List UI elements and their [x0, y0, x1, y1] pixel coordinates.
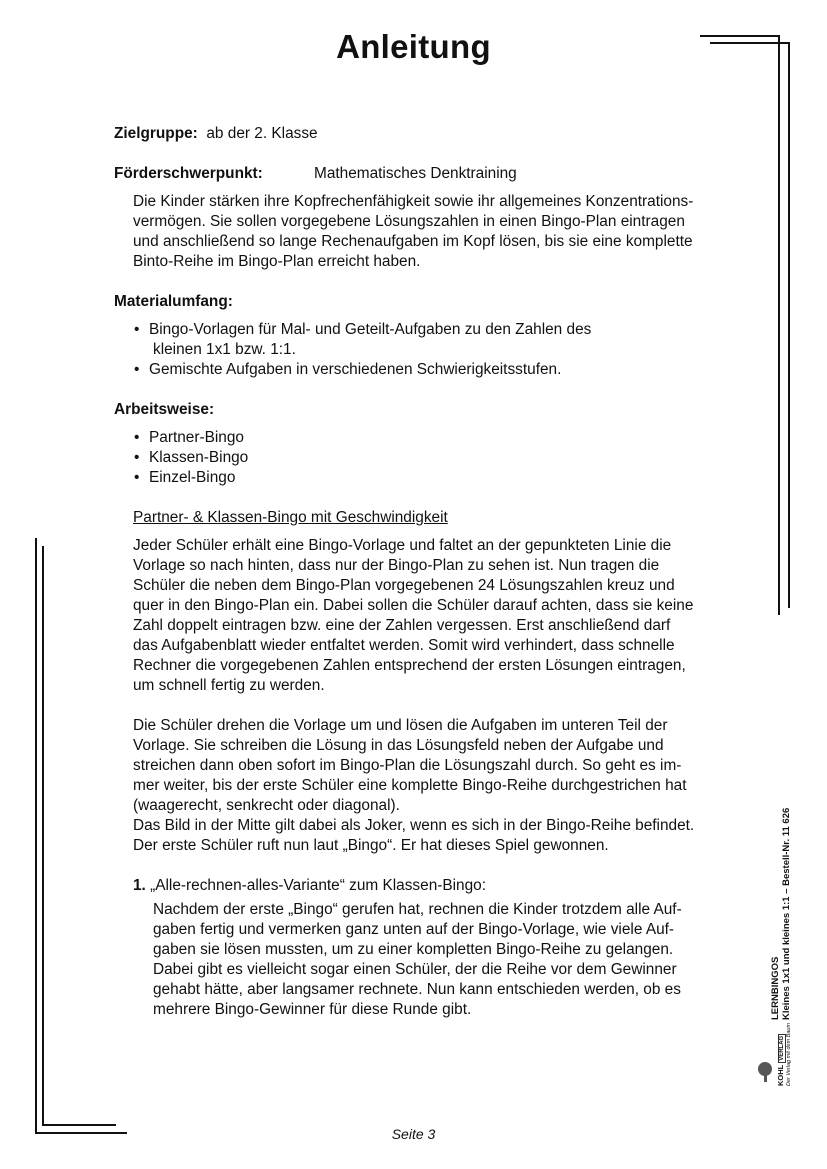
variant-number: 1.	[133, 877, 146, 894]
text-line: Die Schüler drehen die Vorlage um und lösen die Aufgaben im unteren Teil der	[133, 717, 668, 734]
bullet-icon: •	[134, 449, 140, 466]
text-line: streichen dann oben sofort im Bingo-Plan die Lösungszahl durch. So geht es im-	[133, 757, 682, 774]
text-line: gehabt hätte, aber langsamer rechnete. Nun kann entschieden werden, ob es	[153, 981, 681, 998]
text-line: vermögen. Sie sollen vorgegebene Lösungszahlen in einen Bingo-Plan eintragen	[133, 213, 685, 230]
list-item-text: Gemischte Aufgaben in verschiedenen Schwierigkeitsstufen.	[149, 361, 562, 378]
text-line: Dabei gibt es vielleicht sogar einen Schüler, der die Reihe vor dem Gewinner	[153, 961, 677, 978]
publisher-logo	[756, 1022, 796, 1090]
sidebar-product-info	[770, 808, 792, 1020]
bullet-icon: •	[134, 361, 140, 378]
target-group-value: ab der 2. Klasse	[206, 125, 318, 142]
list-item-text: Partner-Bingo	[149, 429, 244, 446]
target-group-row	[114, 124, 318, 144]
text-line: quer in den Bingo-Plan ein. Dabei sollen die Schüler darauf achten, dass sie keine	[133, 597, 694, 614]
text-line: Binto-Reihe im Bingo-Plan erreicht haben.	[133, 253, 421, 270]
frame-bottom-left-inner-v	[42, 546, 44, 1126]
text-line: mehrere Bingo-Gewinner für diese Runde gibt.	[153, 1001, 472, 1018]
text-line: Das Bild in der Mitte gilt dabei als Joker, wenn es sich in der Bingo-Reihe befindet.	[133, 817, 695, 834]
frame-top-right-outer-v	[778, 35, 780, 615]
text-line: Zahl doppelt eintragen bzw. eine der Zahlen vergessen. Erst anschließend darf	[133, 617, 671, 634]
list-item-continuation: kleinen 1x1 bzw. 1:1.	[153, 341, 296, 358]
bullet-icon: •	[134, 469, 140, 486]
tree-trunk-icon	[764, 1074, 767, 1082]
text-line: Vorlage. Sie schreiben die Lösung in das Lösungsfeld neben der Aufgabe und	[133, 737, 664, 754]
list-item-text: Bingo-Vorlagen für Mal- und Geteilt-Aufgaben zu den Zahlen des	[149, 321, 592, 338]
method-list	[134, 428, 249, 488]
text-line: mer weiter, bis der erste Schüler eine komplette Bingo-Reihe durchgestrichen hat	[133, 777, 687, 794]
list-item	[134, 428, 248, 448]
publisher-badge: VERLAG	[779, 1035, 785, 1061]
focus-label: Förderschwerpunkt:	[114, 165, 263, 182]
list-item	[134, 320, 592, 340]
variant-heading: „Alle-rechnen-alles-Variante“ zum Klassen-Bingo:	[150, 877, 487, 894]
text-line: gaben fertig und vermerken ganz unten auf der Bingo-Vorlage, wie viele Auf-	[153, 921, 675, 938]
method-label: Arbeitsweise:	[114, 401, 215, 418]
text-line: Vorlage so nach hinten, dass nur der Bingo-Plan zu sehen ist. Nun tragen die	[133, 557, 660, 574]
text-line: das Aufgabenblatt wieder entfaltet werden. Somit wird verhindert, dass schnelle	[133, 637, 675, 654]
target-group-label: Zielgruppe:	[114, 125, 198, 142]
sidebar-series: LERNBINGOS	[770, 956, 781, 1020]
list-item-text: Einzel-Bingo	[149, 469, 236, 486]
text-line: Rechner die vorgegebenen Zahlen entsprechend der ersten Lösungen eintragen,	[133, 657, 686, 674]
list-item	[134, 448, 249, 468]
page-title: Anleitung	[336, 28, 491, 65]
bullet-icon: •	[134, 429, 140, 446]
page-number: Seite 3	[391, 1126, 436, 1142]
material-label: Materialumfang:	[114, 293, 233, 310]
section-heading: Partner- & Klassen-Bingo mit Geschwindigkeit	[133, 509, 448, 526]
text-line: Die Kinder stärken ihre Kopfrechenfähigkeit sowie ihr allgemeines Konzentrations-	[133, 193, 694, 210]
text-line: (waagerecht, senkrecht oder diagonal).	[133, 797, 400, 814]
text-line: Nachdem der erste „Bingo“ gerufen hat, rechnen die Kinder trotzdem alle Auf-	[153, 901, 682, 918]
list-item	[134, 360, 591, 380]
publisher-tagline: Der Verlag mit dem Baum	[786, 1022, 792, 1086]
text-line: Jeder Schüler erhält eine Bingo-Vorlage und faltet an der gepunkteten Linie die	[133, 537, 672, 554]
text-line: gaben sie lösen mussten, um zu einer kompletten Bingo-Reihe zu gelangen.	[153, 941, 674, 958]
list-item	[134, 468, 248, 488]
bullet-icon: •	[134, 321, 140, 338]
text-line: Schüler die neben dem Bingo-Plan vorgegebenen 24 Lösungszahlen kreuz und	[133, 577, 675, 594]
focus-description	[133, 192, 693, 272]
variant-heading-row	[133, 876, 486, 896]
focus-value: Mathematisches Denktraining	[314, 165, 517, 182]
text-line: und anschließend so lange Rechenaufgaben im Kopf lösen, bis sie eine komplette	[133, 233, 693, 250]
frame-top-right-inner-v	[788, 42, 790, 608]
publisher-name: KOHL	[776, 1064, 785, 1086]
list-item-text: Klassen-Bingo	[149, 449, 249, 466]
paragraph-2	[133, 716, 694, 856]
frame-bottom-left-outer-v	[35, 538, 37, 1134]
variant-description	[153, 900, 682, 1020]
paragraph-1	[133, 536, 693, 696]
sidebar-title-order: Kleines 1x1 und kleines 1:1 – Bestell-Nr. 11 626	[781, 807, 792, 1020]
text-line: um schnell fertig zu werden.	[133, 677, 325, 694]
text-line: Der erste Schüler ruft nun laut „Bingo“. Er hat dieses Spiel gewonnen.	[133, 837, 609, 854]
material-list	[134, 320, 592, 380]
